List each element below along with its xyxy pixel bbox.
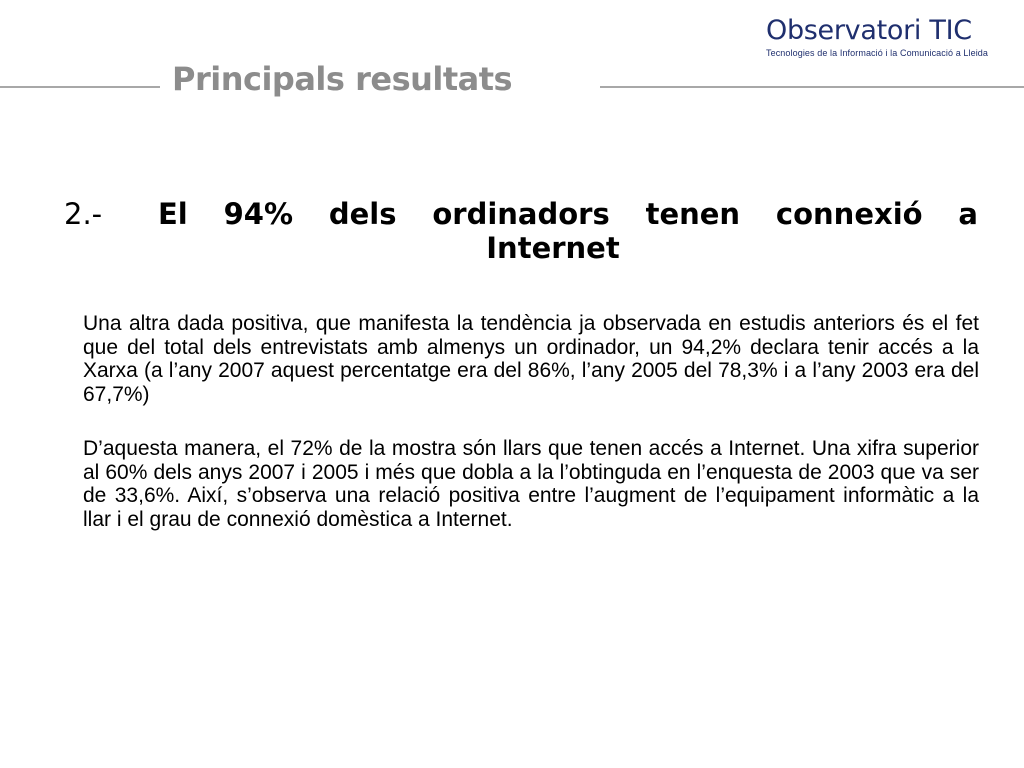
page-title: Principals resultats: [172, 60, 513, 98]
title-rule-right: [600, 86, 1024, 88]
body-paragraph: D’aquesta manera, el 72% de la mostra són llars que tenen accés a Internet. Una xifra superior al 60% dels anys 2007 i 2005 i més que dobla a la l’obtinguda en l’enquesta de 2003 que va ser de 33,6%. Així, s’observa una relació positiva entre l’augment de l’equipament informàtic a la llar i el grau de connexió domèstica a Internet.: [83, 437, 979, 531]
section-heading-line1: El 94% dels ordinadors tenen connexió a: [158, 197, 978, 231]
body-paragraph: Una altra dada positiva, que manifesta la tendència ja observada en estudis anteriors és el fet que del total dels entrevistats amb almenys un ordinador, un 94,2% declara tenir accés a la Xarxa (a l’any 2007 aquest percentatge era del 86%, l’any 2005 del 78,3% i a l’any 2003 era del 67,7%): [83, 312, 979, 406]
title-rule-left: [0, 86, 160, 88]
logo-subtitle: Tecnologies de la Informació i la Comunicació a Lleida: [766, 48, 989, 58]
section-heading-line2: Internet: [486, 231, 620, 265]
logo-name: Observatori TIC: [766, 15, 972, 46]
observatori-tic-logo: [766, 16, 996, 58]
section-heading: [64, 197, 978, 265]
section-number: 2.-: [64, 197, 103, 231]
